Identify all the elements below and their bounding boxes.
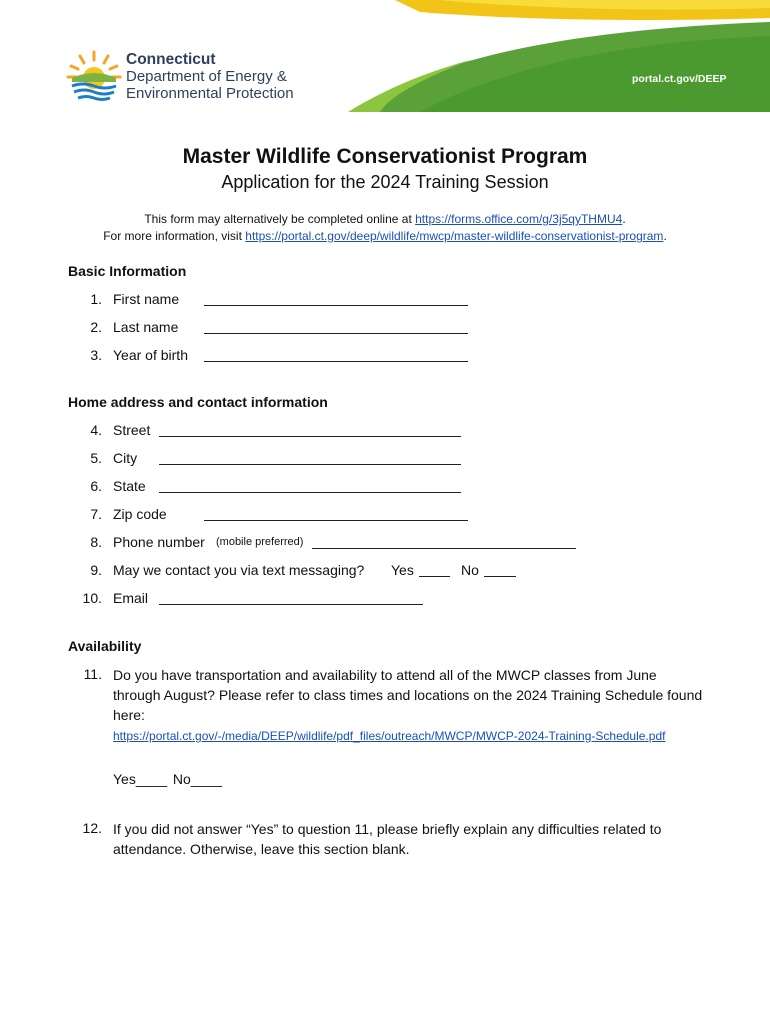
field-label: Last name	[113, 319, 179, 335]
year-of-birth-input-line[interactable]	[204, 361, 468, 362]
section-availability: Availability	[68, 638, 142, 654]
field-label: Zip code	[113, 506, 167, 522]
program-info-link[interactable]: https://portal.ct.gov/deep/wildlife/mwcp/master-wildlife-conservationist-program	[245, 229, 664, 243]
field-number: 11.	[83, 666, 102, 682]
sun-water-icon	[66, 48, 122, 104]
training-schedule-link[interactable]: https://portal.ct.gov/-/media/DEEP/wildlife/pdf_files/outreach/MWCP/MWCP-2024-Training-Schedule.pdf	[113, 729, 666, 743]
online-form-link[interactable]: https://forms.office.com/g/3j5qyTHMU4	[415, 212, 623, 226]
intro-line-2-prefix: For more information, visit	[103, 229, 246, 243]
agency-line-3: Environmental Protection	[126, 85, 294, 102]
intro-line-1-suffix: .	[622, 212, 626, 226]
field-number: 1.	[90, 291, 102, 307]
field-label: Year of birth	[113, 347, 188, 363]
field-label: Email	[113, 590, 149, 606]
intro-line-2	[0, 228, 770, 245]
field-number: 9.	[90, 562, 102, 578]
email-input-line[interactable]	[159, 604, 423, 605]
question-12-text: If you did not answer “Yes” to question 11, please briefly explain any difficulties related to attendance. Otherwise, leave this section blank.	[113, 821, 662, 857]
zip-code-input-line[interactable]	[204, 520, 468, 521]
text-no-label: No	[461, 562, 479, 578]
field-label: State	[113, 478, 146, 494]
field-number: 7.	[90, 506, 102, 522]
field-label: May we contact you via text messaging?	[113, 562, 365, 578]
section-home-address: Home address and contact information	[68, 394, 328, 410]
text-no-input-line[interactable]	[484, 576, 516, 577]
field-number: 5.	[90, 450, 102, 466]
q11-yes-option[interactable]: Yes____	[113, 771, 167, 787]
deep-logo	[66, 48, 122, 104]
agency-line-1: Connecticut	[126, 51, 216, 68]
state-input-line[interactable]	[159, 492, 461, 493]
field-label: Street	[113, 422, 151, 438]
field-number: 8.	[90, 534, 102, 550]
question-11-text: Do you have transportation and availability to attend all of the MWCP classes from June through August? Please refer to class times and locations on the 2024 Training Schedule found here:	[113, 667, 703, 723]
section-basic-information: Basic Information	[68, 263, 187, 279]
banner-url[interactable]: portal.ct.gov/DEEP	[632, 73, 727, 85]
field-number: 2.	[90, 319, 102, 335]
text-yes-label: Yes	[391, 562, 414, 578]
q11-no-option[interactable]: No____	[172, 771, 222, 787]
intro-line-2-suffix: .	[663, 229, 667, 243]
phone-input-line[interactable]	[312, 548, 576, 549]
field-number: 10.	[82, 590, 102, 606]
agency-name	[126, 51, 294, 102]
text-yes-input-line[interactable]	[419, 576, 450, 577]
question-11	[113, 665, 713, 789]
field-label: City	[113, 450, 138, 466]
page-subtitle: Application for the 2024 Training Session	[221, 172, 549, 192]
field-label: Phone number	[113, 534, 205, 550]
field-number: 3.	[90, 347, 102, 363]
field-number: 12.	[82, 820, 102, 836]
agency-line-2: Department of Energy &	[126, 68, 287, 85]
intro-line-1-prefix: This form may alternatively be completed online at	[144, 212, 416, 226]
field-number: 6.	[90, 478, 102, 494]
field-note: (mobile preferred)	[216, 536, 304, 548]
last-name-input-line[interactable]	[204, 333, 468, 334]
city-input-line[interactable]	[159, 464, 461, 465]
street-input-line[interactable]	[159, 436, 461, 437]
first-name-input-line[interactable]	[204, 305, 468, 306]
question-11-answer	[113, 769, 713, 789]
field-number: 4.	[90, 422, 102, 438]
field-label: First name	[113, 291, 180, 307]
intro-text	[0, 211, 770, 245]
intro-line-1	[0, 211, 770, 228]
page-title: Master Wildlife Conservationist Program	[182, 145, 588, 168]
